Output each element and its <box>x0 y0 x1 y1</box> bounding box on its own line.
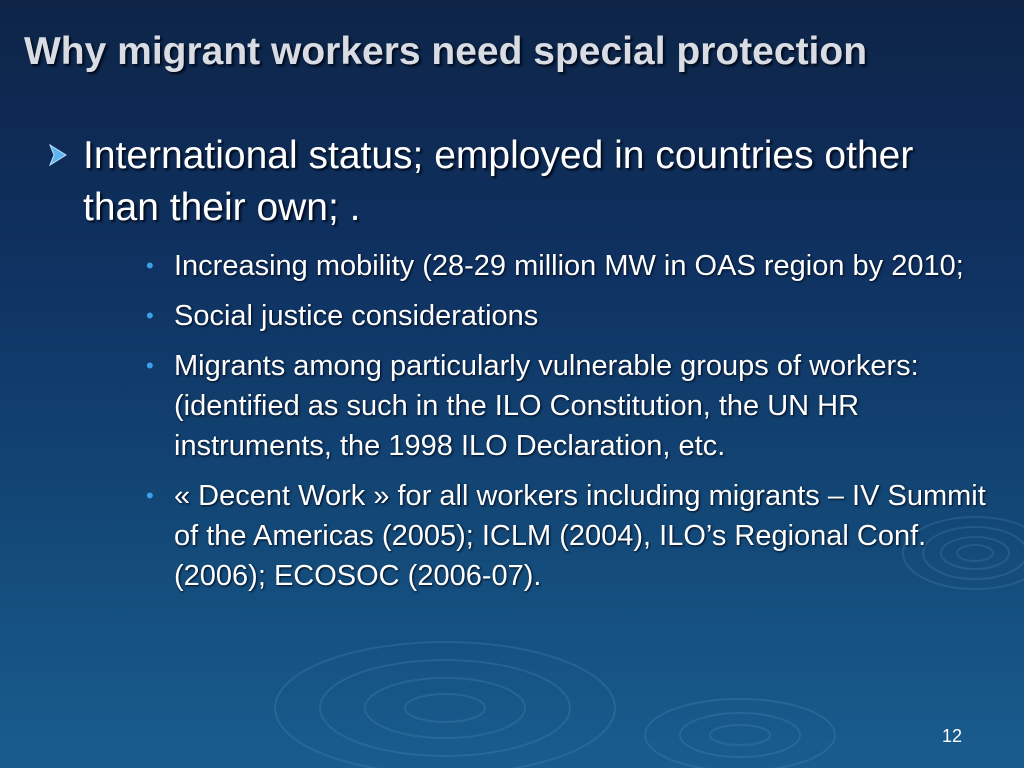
sub-point-text: « Decent Work » for all workers including migrants – IV Summit of the Americas (2005); ICLM (2004), ILO’s Regional Conf. (2006); ECOSOC (2006-07). <box>174 480 986 592</box>
sub-point-list <box>144 246 994 606</box>
list-item <box>144 346 994 466</box>
list-item <box>144 476 994 596</box>
dot-bullet-icon: • <box>146 253 154 278</box>
slide-title: Why migrant workers need special protection <box>24 30 868 73</box>
arrow-right-icon <box>46 142 70 168</box>
list-item <box>144 296 994 336</box>
dot-bullet-icon: • <box>146 353 154 378</box>
page-number: 12 <box>941 726 962 746</box>
sub-point-text: Increasing mobility (28-29 million MW in OAS region by 2010; <box>174 250 964 282</box>
sub-point-text: Social justice considerations <box>174 300 539 332</box>
sub-point-text: Migrants among particularly vulnerable groups of workers: (identified as such in the ILO Constitution, the UN HR instruments, the 1998 ILO Declaration, etc. <box>174 350 919 462</box>
dot-bullet-icon: • <box>146 483 154 508</box>
list-item <box>144 246 994 286</box>
main-point-text: International status; employed in countries other than their own; . <box>83 134 914 229</box>
dot-bullet-icon: • <box>146 303 154 328</box>
